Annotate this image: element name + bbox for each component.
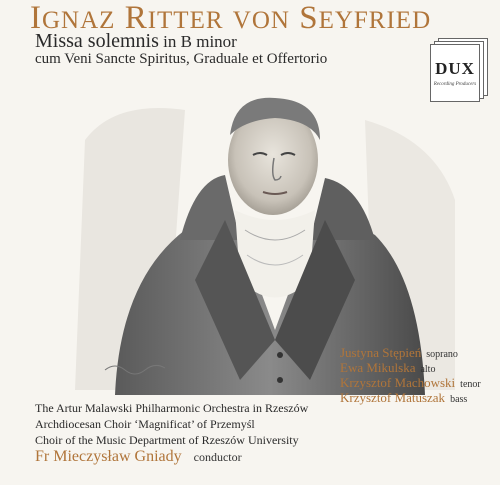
ensemble-choir-magnificat: Archdiocesan Choir ‘Magnificat’ of Przemyśl bbox=[35, 417, 255, 431]
conductor-credit bbox=[35, 448, 242, 466]
work-key: in B minor bbox=[163, 32, 237, 51]
soloist-alto: Ewa Mikulska alto bbox=[340, 360, 436, 375]
label-tagline: Recording Producers bbox=[433, 82, 477, 87]
conductor-role: conductor bbox=[193, 450, 242, 464]
ensemble-university-choir: Choir of the Music Department of Rzeszów University bbox=[35, 433, 299, 447]
soloist-tenor: Krzysztof Machowski tenor bbox=[340, 375, 481, 390]
label-name: DUX bbox=[435, 59, 475, 78]
composer-name: IGNAZ RITTER VON SEYFRIED bbox=[30, 0, 432, 36]
soloist-bass: Krzysztof Matuszak bass bbox=[340, 390, 468, 405]
soloists-list bbox=[340, 346, 500, 406]
conductor-name: Fr Mieczysław Gniady bbox=[35, 448, 182, 465]
work-subtitle: cum Veni Sancte Spiritus, Graduale et Offertorio bbox=[35, 51, 328, 67]
ensembles-list bbox=[35, 400, 308, 448]
soloist-soprano: Justyna Stępień soprano bbox=[340, 345, 458, 360]
work-title bbox=[35, 30, 237, 53]
work-title-text: Missa solemnis bbox=[35, 30, 159, 52]
ensemble-orchestra: The Artur Malawski Philharmonic Orchestra in Rzeszów bbox=[35, 401, 309, 415]
